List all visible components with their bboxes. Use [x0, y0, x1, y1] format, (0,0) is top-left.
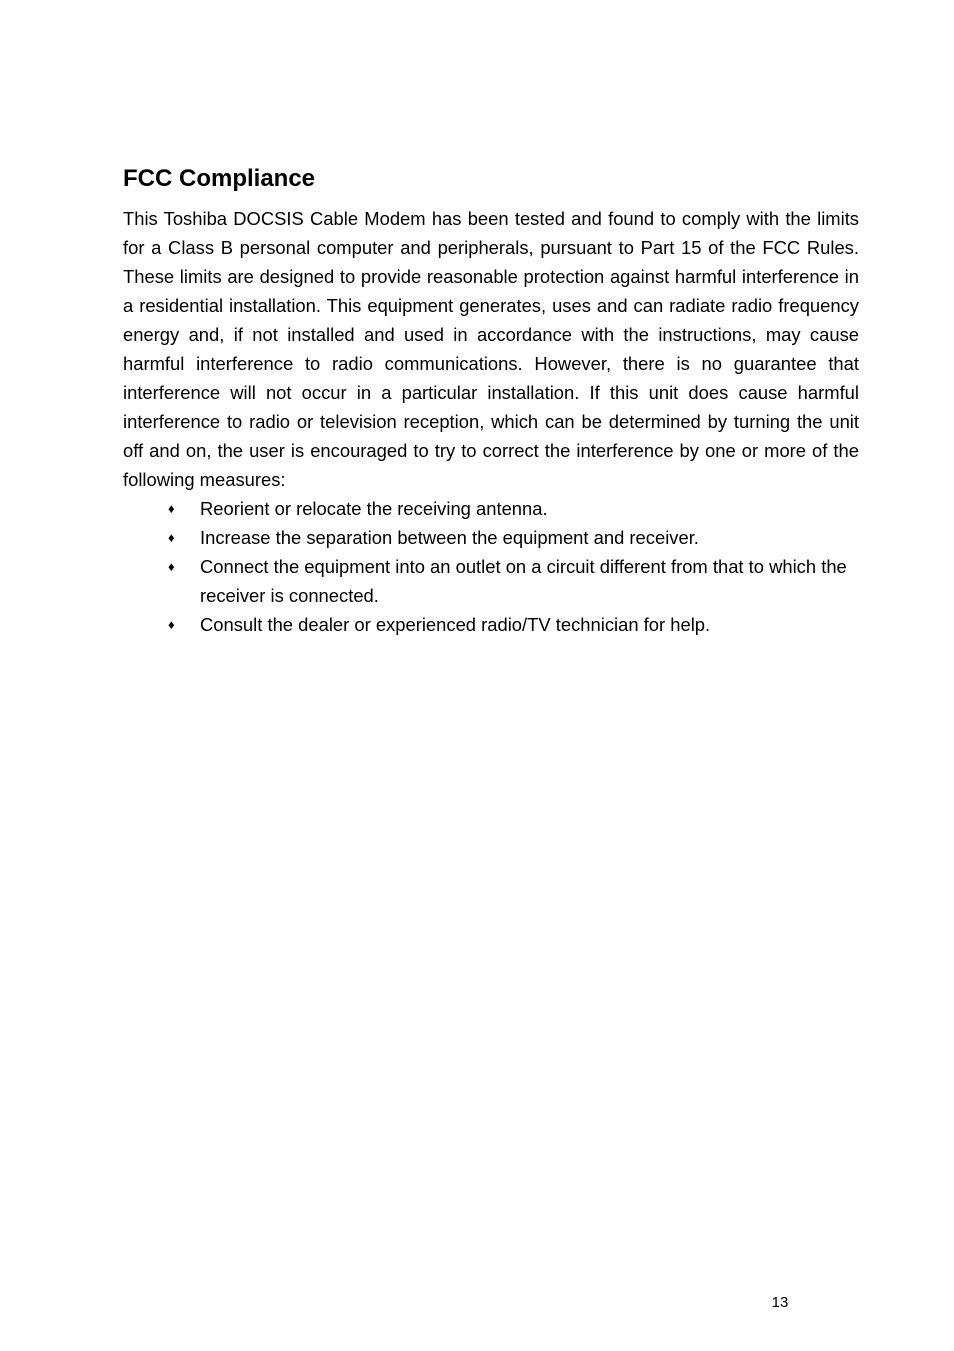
list-item: [123, 552, 859, 610]
page-number: 13: [771, 1294, 789, 1311]
list-item-text: Consult the dealer or experienced radio/TV technician for help.: [200, 614, 711, 635]
compliance-paragraph: This Toshiba DOCSIS Cable Modem has been tested and found to comply with the limits for a Class B personal computer and peripherals, pursuant to Part 15 of the FCC Rules. These limits are designed to provide reasonable protection against harmful interference in a residential installation. This equipment generates, uses and can radiate radio frequency energy and, if not installed and used in accordance with the instructions, may cause harmful interference to radio communications. However, there is no guarantee that interference will not occur in a particular installation. If this unit does cause harmful interference to radio or television reception, which can be determined by turning the unit off and on, the user is encouraged to try to correct the interference by one or more of the following measures:: [123, 208, 859, 490]
measures-list: [123, 494, 859, 639]
diamond-bullet-icon: ♦: [168, 617, 175, 632]
diamond-bullet-icon: ♦: [168, 559, 175, 574]
list-item: [123, 494, 859, 523]
list-item-text: Reorient or relocate the receiving antenna.: [200, 498, 548, 519]
list-item-text: Connect the equipment into an outlet on a circuit different from that to which the receiver is connected.: [200, 556, 847, 606]
diamond-bullet-icon: ♦: [168, 501, 175, 516]
diamond-bullet-icon: ♦: [168, 530, 175, 545]
list-item-text: Increase the separation between the equipment and receiver.: [200, 527, 699, 548]
list-item: [123, 523, 859, 552]
page-content: [123, 160, 859, 639]
section-heading: FCC Compliance: [123, 165, 316, 192]
list-item: [123, 610, 859, 639]
